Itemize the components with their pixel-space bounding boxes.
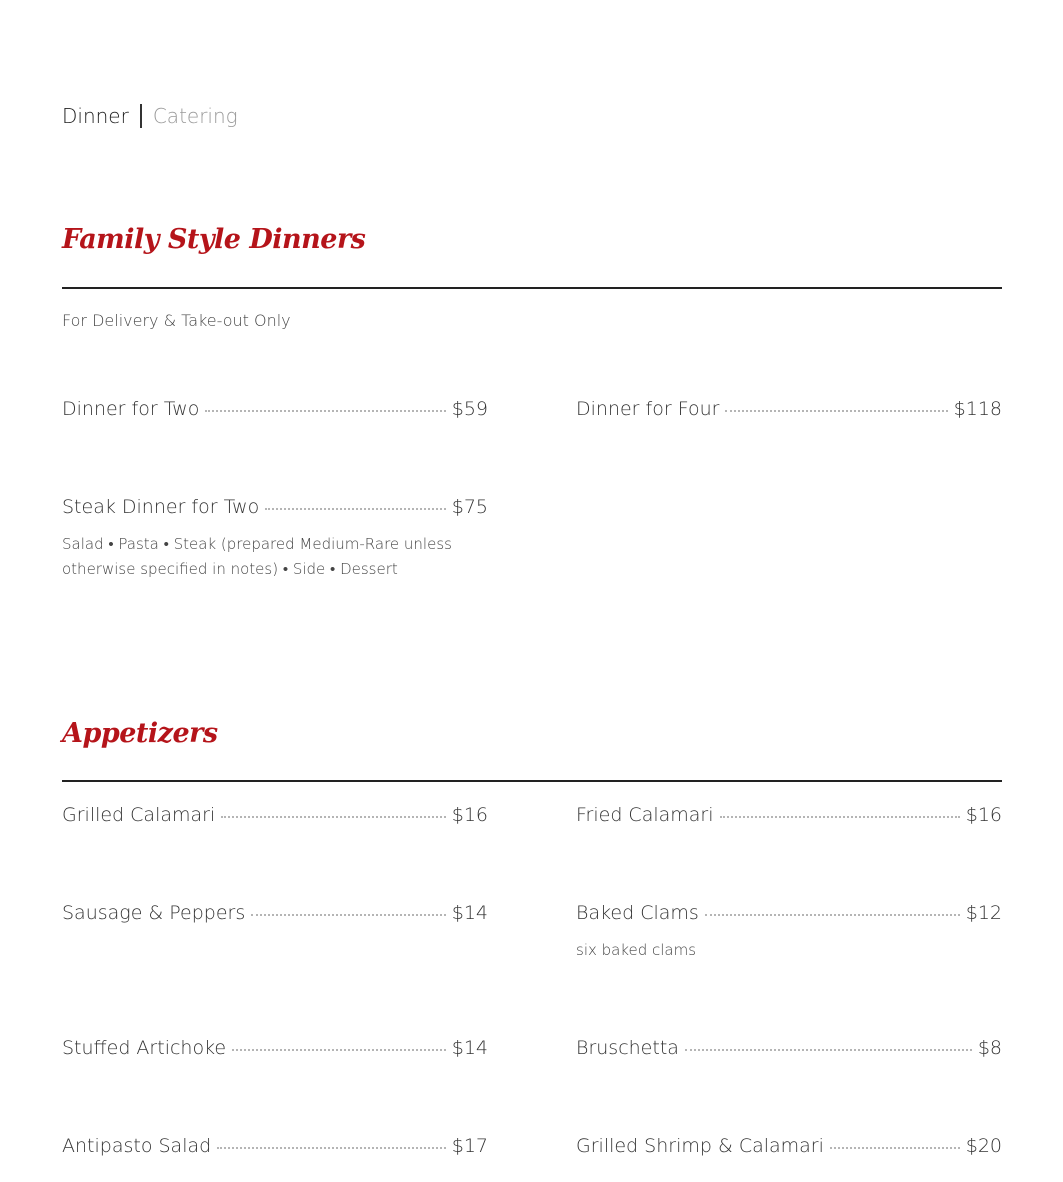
tab-divider	[140, 104, 142, 128]
menu-item-grilled-shrimp-calamari[interactable]	[576, 1135, 1002, 1157]
menu-item-description: six baked clams	[576, 941, 697, 959]
menu-item-name: Dinner for Two	[62, 398, 200, 420]
dot-leader	[685, 1049, 972, 1051]
dot-leader	[232, 1049, 446, 1051]
menu-item-name: Grilled Shrimp & Calamari	[576, 1135, 824, 1157]
menu-item-name: Dinner for Four	[576, 398, 720, 420]
menu-item-sausage-peppers[interactable]	[62, 902, 488, 924]
dot-leader	[725, 410, 947, 412]
menu-item-price: $75	[451, 496, 488, 518]
menu-item-dinner-for-four[interactable]	[576, 398, 1002, 420]
menu-item-bruschetta[interactable]	[576, 1037, 1002, 1059]
menu-item-price: $8	[977, 1037, 1002, 1059]
menu-item-name: Baked Clams	[576, 902, 699, 924]
menu-item-name: Stuffed Artichoke	[62, 1037, 227, 1059]
menu-item-name: Grilled Calamari	[62, 804, 216, 826]
menu-tabs	[62, 104, 238, 128]
menu-item-price: $59	[451, 398, 488, 420]
menu-item-stuffed-artichoke[interactable]	[62, 1037, 488, 1059]
dot-leader	[705, 914, 960, 916]
dot-leader	[221, 816, 446, 818]
menu-item-name: Antipasto Salad	[62, 1135, 212, 1157]
section-divider	[62, 780, 1002, 782]
section-title-appetizers: Appetizers	[62, 718, 218, 749]
menu-item-price: $14	[451, 902, 488, 924]
menu-item-price: $12	[965, 902, 1002, 924]
tab-dinner[interactable]: Dinner	[62, 104, 129, 128]
dot-leader	[205, 410, 445, 412]
dot-leader	[265, 508, 446, 510]
dot-leader	[217, 1147, 446, 1149]
section-subtitle: For Delivery & Take-out Only	[62, 311, 291, 330]
menu-item-price: $17	[451, 1135, 488, 1157]
menu-item-name: Steak Dinner for Two	[62, 496, 260, 518]
dot-leader	[251, 914, 445, 916]
menu-item-price: $14	[451, 1037, 488, 1059]
menu-item-antipasto-salad[interactable]	[62, 1135, 488, 1157]
menu-item-baked-clams[interactable]	[576, 902, 1002, 963]
menu-item-price: $118	[953, 398, 1002, 420]
section-title-family-style: Family Style Dinners	[62, 224, 366, 255]
menu-item-price: $16	[451, 804, 488, 826]
menu-item-fried-calamari[interactable]	[576, 804, 1002, 826]
menu-item-price: $20	[965, 1135, 1002, 1157]
menu-item-price: $16	[965, 804, 1002, 826]
tab-catering[interactable]: Catering	[152, 104, 238, 128]
menu-item-name: Sausage & Peppers	[62, 902, 246, 924]
menu-item-name: Bruschetta	[576, 1037, 679, 1059]
menu-item-name: Fried Calamari	[576, 804, 714, 826]
menu-item-steak-dinner-for-two[interactable]	[62, 496, 488, 582]
menu-item-grilled-calamari[interactable]	[62, 804, 488, 826]
section-divider	[62, 287, 1002, 289]
dot-leader	[720, 816, 960, 818]
dot-leader	[830, 1147, 960, 1149]
menu-item-dinner-for-two[interactable]	[62, 398, 488, 420]
menu-item-description: Salad • Pasta • Steak (prepared Medium-Rare unless otherwise specified in notes) • Side • Dessert	[62, 535, 452, 578]
